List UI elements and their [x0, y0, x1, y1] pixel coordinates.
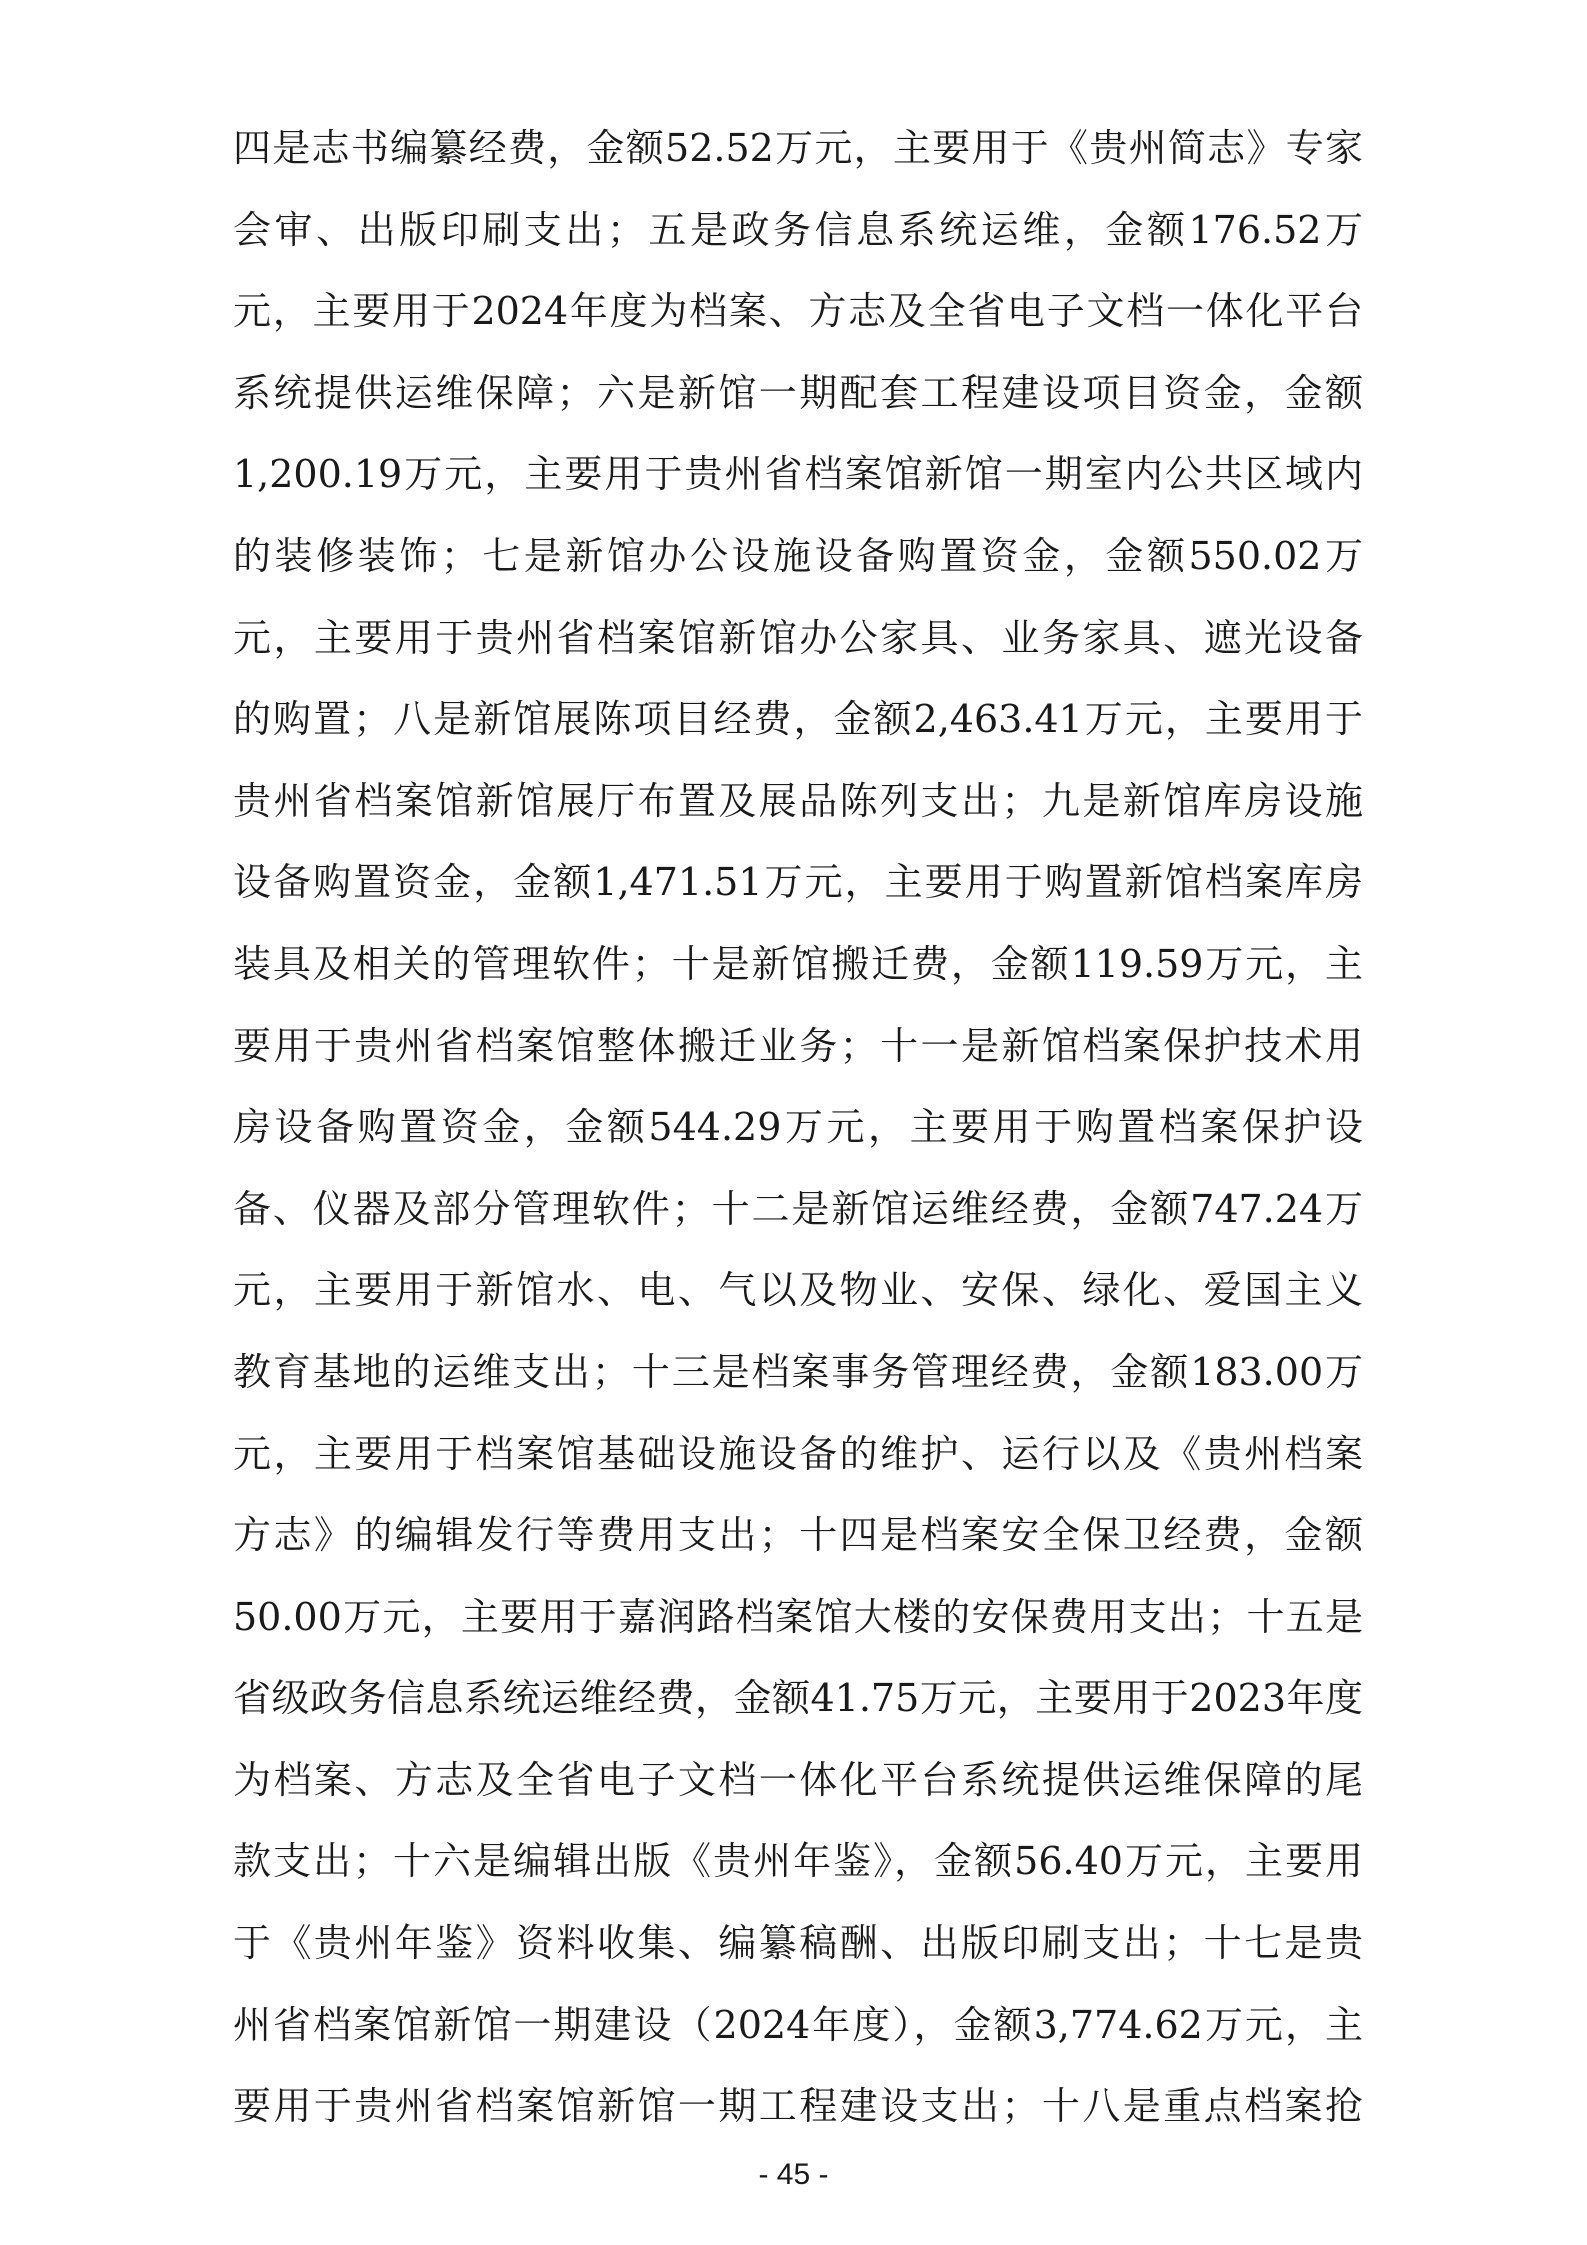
text-line: 房设备购置资金，金额544.29万元，主要用于购置档案保护设: [233, 1105, 1363, 1150]
text-line: 要用于贵州省档案馆新馆一期工程建设支出；十八是重点档案抢: [233, 2084, 1363, 2129]
text-line: 要用于贵州省档案馆整体搬迁业务；十一是新馆档案保护技术用: [233, 1023, 1363, 1068]
text-line: 装具及相关的管理软件；十是新馆搬迁费，金额119.59万元，主: [233, 941, 1363, 986]
text-line: 元，主要用于新馆水、电、气以及物业、安保、绿化、爱国主义: [233, 1268, 1363, 1313]
text-line: 系统提供运维保障；六是新馆一期配套工程建设项目资金，金额: [233, 370, 1363, 415]
text-line: 会审、出版印刷支出；五是政务信息系统运维，金额176.52万: [233, 207, 1363, 252]
text-line: 设备购置资金，金额1,471.51万元，主要用于购置新馆档案库房: [233, 860, 1363, 905]
text-line: 备、仪器及部分管理软件；十二是新馆运维经费，金额747.24万: [233, 1186, 1363, 1231]
text-line: 的装修装饰；七是新馆办公设施设备购置资金，金额550.02万: [233, 533, 1363, 578]
text-line: 元，主要用于档案馆基础设施设备的维护、运行以及《贵州档案: [233, 1431, 1363, 1476]
text-line: 款支出；十六是编辑出版《贵州年鉴》，金额56.40万元，主要用: [233, 1839, 1363, 1884]
text-line: 教育基地的运维支出；十三是档案事务管理经费，金额183.00万: [233, 1349, 1363, 1394]
text-line: 于《贵州年鉴》资料收集、编纂稿酬、出版印刷支出；十七是贵: [233, 1921, 1363, 1966]
text-line: 方志》的编辑发行等费用支出；十四是档案安全保卫经费，金额: [233, 1513, 1363, 1558]
text-line: 1,200.19万元，主要用于贵州省档案馆新馆一期室内公共区域内: [233, 452, 1363, 497]
body-paragraph: [233, 108, 1363, 2148]
text-line: 四是志书编纂经费，金额52.52万元，主要用于《贵州简志》专家: [233, 126, 1363, 170]
text-line: 贵州省档案馆新馆展厅布置及展品陈列支出；九是新馆库房设施: [233, 778, 1363, 823]
page-number: - 45 -: [758, 2158, 829, 2191]
text-line: 州省档案馆新馆一期建设（2024年度），金额3,774.62万元，主: [233, 2002, 1363, 2047]
text-line: 为档案、方志及全省电子文档一体化平台系统提供运维保障的尾: [233, 1757, 1363, 1802]
text-line: 50.00万元，主要用于嘉润路档案馆大楼的安保费用支出；十五是: [233, 1594, 1363, 1639]
text-line: 的购置；八是新馆展陈项目经费，金额2,463.41万元，主要用于: [233, 697, 1363, 742]
text-line: 省级政务信息系统运维经费，金额41.75万元，主要用于2023年度: [233, 1676, 1363, 1721]
text-line: 元，主要用于2024年度为档案、方志及全省电子文档一体化平台: [233, 289, 1363, 334]
text-line: 元，主要用于贵州省档案馆新馆办公家具、业务家具、遮光设备: [233, 615, 1363, 660]
